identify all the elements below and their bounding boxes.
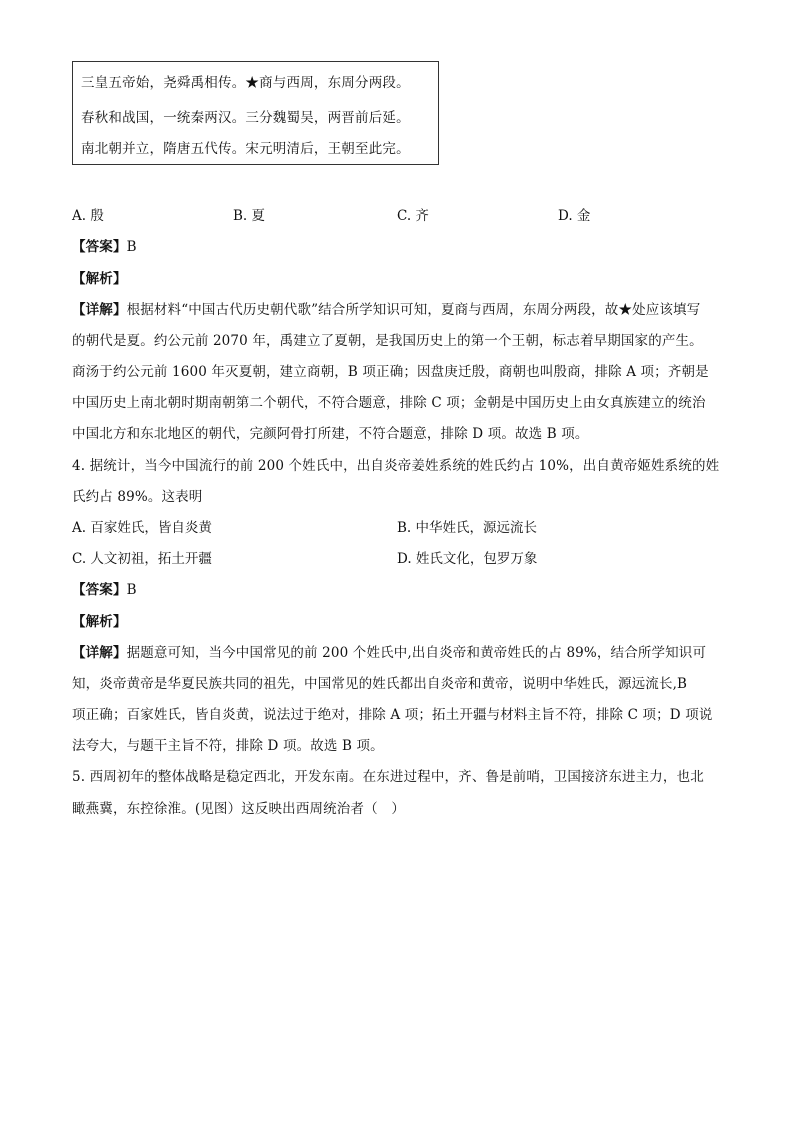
- q3-option-d: D. 金: [558, 208, 591, 224]
- q4-option-a: A. 百家姓氏，皆自炎黄: [72, 520, 212, 536]
- detail-text: 据题意可知，当今中国常见的前 200 个姓氏中,出自炎帝和黄帝姓氏的占 89%，结合所学知识可: [126, 645, 707, 661]
- detail-text: 根据材料“中国古代历史朝代歌”结合所学知识可知，夏商与西周，东周分两段，故★处应该填写: [126, 302, 701, 318]
- answer-value: B: [126, 239, 137, 255]
- poem-line: 三皇五帝始，尧舜禹相传。★商与西周，东周分两段。: [81, 75, 410, 91]
- q3-detail-line: 的朝代是夏。约公元前 2070 年，禹建立了夏朝，是我国历史上的第一个王朝，标志着早期国家的产生。: [72, 333, 703, 349]
- q5-stem-line: 瞰燕冀，东控徐淮。(见图）这反映出西周统治者（ ）: [72, 801, 406, 817]
- q4-stem-line: 4. 据统计，当今中国流行的前 200 个姓氏中，出自炎帝姜姓系统的姓氏约占 10%，出自黄帝姬姓系统的姓: [72, 458, 720, 474]
- q3-detail-line: [72, 298, 700, 318]
- q4-detail-line: 法夸大，与题干主旨不符，排除 D 项。故选 B 项。: [72, 738, 384, 754]
- q3-detail-line: 中国历史上南北朝时期南朝第二个朝代，不符合题意，排除 C 项；金朝是中国历史上由女真族建立的统治: [72, 395, 706, 411]
- poem-line: 春秋和战国，一统秦两汉。三分魏蜀吴，两晋前后延。: [81, 110, 410, 126]
- answer-tag: 【答案】: [72, 582, 127, 598]
- q4-option-d: D. 姓氏文化，包罗万象: [397, 551, 538, 567]
- detail-tag: 【详解】: [72, 645, 127, 661]
- answer-value: B: [126, 582, 137, 598]
- detail-tag: 【详解】: [72, 302, 127, 318]
- q5-stem-line: 5. 西周初年的整体战略是稳定西北，开发东南。在东进过程中，齐、鲁是前哨，卫国接济东进主力，也北: [72, 769, 704, 785]
- poem-box: [72, 61, 439, 165]
- q4-detail-line: [72, 641, 706, 661]
- q3-answer: [72, 235, 137, 255]
- q3-option-c: C. 齐: [397, 208, 429, 224]
- q3-option-b: B. 夏: [233, 208, 266, 224]
- poem-line: 南北朝并立，隋唐五代传。宋元明清后，王朝至此完。: [81, 141, 410, 157]
- analysis-tag: 【解析】: [72, 271, 127, 287]
- q4-option-b: B. 中华姓氏，源远流长: [397, 520, 538, 536]
- q4-analysis-tag: [72, 610, 127, 630]
- answer-tag: 【答案】: [72, 239, 127, 255]
- q3-detail-line: 商汤于约公元前 1600 年灭夏朝，建立商朝，B 项正确；因盘庚迁殷，商朝也叫殷商，排除 A 项；齐朝是: [72, 364, 709, 380]
- q4-detail-line: 项正确；百家姓氏，皆自炎黄，说法过于绝对，排除 A 项；拓土开疆与材料主旨不符，排除 C 项；D 项说: [72, 707, 713, 723]
- q4-option-c: C. 人文初祖，拓土开疆: [72, 551, 212, 567]
- q4-answer: [72, 578, 137, 598]
- q3-analysis-tag: [72, 267, 127, 287]
- q3-detail-line: 中国北方和东北地区的朝代，完颜阿骨打所建，不符合题意，排除 D 项。故选 B 项。: [72, 426, 589, 442]
- analysis-tag: 【解析】: [72, 614, 127, 630]
- q4-detail-line: 知，炎帝黄帝是华夏民族共同的祖先，中国常见的姓氏都出自炎帝和黄帝，说明中华姓氏，源远流长,B: [72, 676, 688, 692]
- q3-option-a: A. 殷: [72, 208, 104, 224]
- q4-stem-line: 氏约占 89%。这表明: [72, 489, 203, 505]
